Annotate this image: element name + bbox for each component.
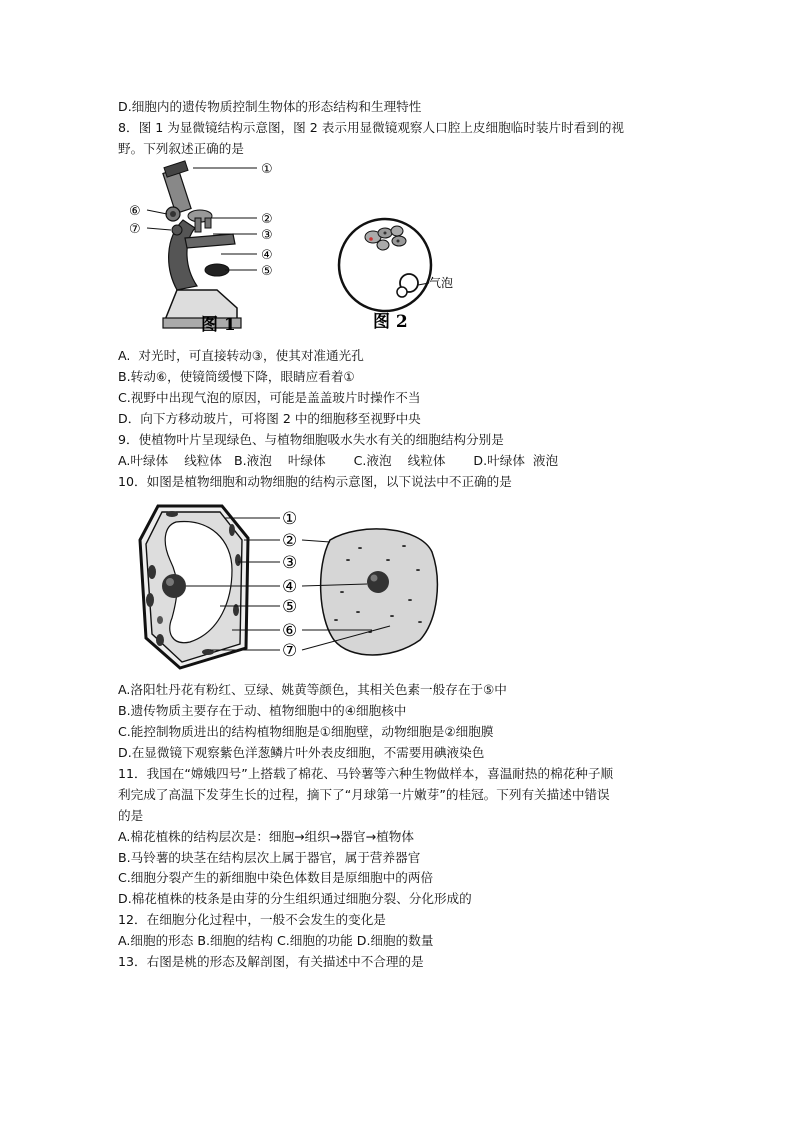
figure1-caption: 图 1 <box>201 315 236 335</box>
question-9-options: A.叶绿体 线粒体 B.液泡 叶绿体 C.液泡 线粒体 D.叶绿体 液泡 <box>118 453 559 468</box>
option-a: A.洛阳牡丹花有粉红、豆绿、姚黄等颜色，其相关色素一般存在于⑤中 <box>118 682 507 697</box>
option-c: C.能控制物质进出的结构植物细胞是①细胞壁，动物细胞是②细胞膜 <box>118 724 494 739</box>
option-d: D.棉花植株的枝条是由芽的分生组织通过细胞分裂、分化形成的 <box>118 891 472 906</box>
option-b: B.马铃薯的块茎在结构层次上属于器官，属于营养器官 <box>118 850 421 865</box>
option-d: D．向下方移动玻片，可将图 2 中的细胞移至视野中央 <box>118 411 421 426</box>
option-c: C.视野中出现气泡的原因，可能是盖盖玻片时操作不当 <box>118 390 421 405</box>
figure1-label: ⑥ <box>129 204 141 219</box>
field-of-view-figure <box>335 215 475 335</box>
question-10-stem: 10．如图是植物细胞和动物细胞的结构示意图，以下说法中不正确的是 <box>118 474 512 489</box>
figure1-label: ③ <box>261 228 273 243</box>
cell-structure-figure <box>120 500 460 675</box>
figure1-label: ⑦ <box>129 222 141 237</box>
cell-label: ② <box>282 531 298 551</box>
cell-label: ⑦ <box>282 641 298 661</box>
option-a: A. 对光时，可直接转动③，使其对准通光孔 <box>118 348 364 363</box>
question-13-stem: 13．右图是桃的形态及解剖图，有关描述中不合理的是 <box>118 954 424 969</box>
option-d: D.在显微镜下观察紫色洋葱鳞片叶外表皮细胞，不需要用碘液染色 <box>118 745 485 760</box>
question-9-stem: 9．使植物叶片呈现绿色、与植物细胞吸水失水有关的细胞结构分别是 <box>118 432 504 447</box>
bubble-label: 气泡 <box>429 276 454 290</box>
cell-label: ④ <box>282 577 298 597</box>
cell-label: ① <box>282 509 298 529</box>
question-8-stem-cont: 野。下列叙述正确的是 <box>118 141 244 156</box>
option-b: B.转动⑥，使镜筒缓慢下降，眼睛应看着① <box>118 369 355 384</box>
text-line: D.细胞内的遗传物质控制生物体的形态结构和生理特性 <box>118 99 422 114</box>
cell-label: ⑥ <box>282 621 298 641</box>
question-12-options: A.细胞的形态 B.细胞的结构 C.细胞的功能 D.细胞的数量 <box>118 933 434 948</box>
figure2-caption: 图 2 <box>373 312 408 332</box>
question-12-stem: 12．在细胞分化过程中，一般不会发生的变化是 <box>118 912 386 927</box>
figure1-label: ② <box>261 212 273 227</box>
cell-label: ③ <box>282 553 298 573</box>
option-b: B.遗传物质主要存在于动、植物细胞中的④细胞核中 <box>118 703 407 718</box>
figure1-label: ⑤ <box>261 264 273 279</box>
cell-label: ⑤ <box>282 597 298 617</box>
option-a: A.棉花植株的结构层次是：细胞→组织→器官→植物体 <box>118 829 414 844</box>
question-8-stem: 8．图 1 为显微镜结构示意图，图 2 表示用显微镜观察人口腔上皮细胞临时装片时看到的视 <box>118 120 625 135</box>
question-11-stem-cont: 的是 <box>118 808 144 823</box>
question-11-stem-cont: 利完成了高温下发芽生长的过程，摘下了“月球第一片嫩芽”的桂冠。下列有关描述中错误 <box>118 787 610 802</box>
microscope-figure <box>125 158 295 338</box>
option-c: C.细胞分裂产生的新细胞中染色体数目是原细胞中的两倍 <box>118 870 434 885</box>
figure1-label: ④ <box>261 248 273 263</box>
question-11-stem: 11．我国在“嫦娥四号”上搭载了棉花、马铃薯等六种生物做样本，喜温耐热的棉花种子顺 <box>118 766 614 781</box>
figure1-label: ① <box>261 162 273 177</box>
